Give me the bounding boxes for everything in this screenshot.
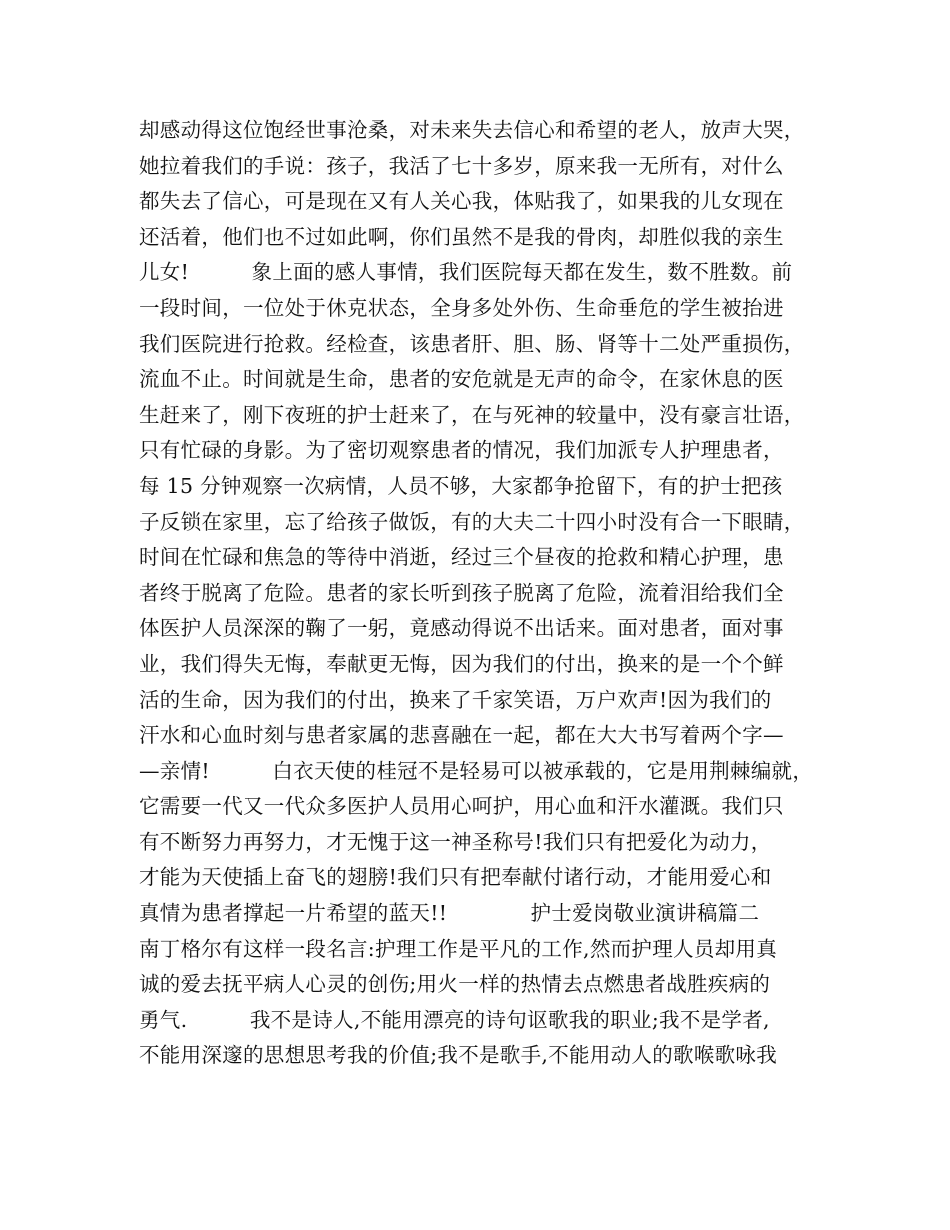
text-line: 业，我们得失无悔，奉献更无悔，因为我们的付出，换来的是一个个鲜 xyxy=(139,651,784,676)
text-line: 我们医院进行抢救。经检查，该患者肝、胆、肠、肾等十二处严重损伤， xyxy=(139,331,805,356)
text-line: 南丁格尔有这样一段名言:护理工作是平凡的工作,然而护理人员却用真 xyxy=(139,936,778,961)
text-line: 生赶来了，刚下夜班的护士赶来了，在与死神的较量中，没有豪言壮语， xyxy=(139,402,805,427)
text-line: 却感动得这位饱经世事沧桑，对未来失去信心和希望的老人，放声大哭， xyxy=(139,118,805,142)
text-line: 勇气. 我不是诗人,不能用漂亮的诗句讴歌我的职业;我不是学者, xyxy=(139,1007,770,1032)
text-line: 每 15 分钟观察一次病情，人员不够，大家都争抢留下，有的护士把孩 xyxy=(139,473,783,498)
text-line: 汗水和心血时刻与患者家属的悲喜融在一起，都在大大书写着两个字— xyxy=(139,723,784,748)
text-line: 流血不止。时间就是生命，患者的安危就是无声的命令，在家休息的医 xyxy=(139,367,784,392)
text-line: 只有忙碌的身影。为了密切观察患者的情况，我们加派专人护理患者， xyxy=(139,438,784,463)
text-line: 一段时间，一位处于休克状态，全身多处外伤、生命垂危的学生被抬进 xyxy=(139,295,784,320)
text-line: 不能用深邃的思想思考我的价值;我不是歌手,不能用动人的歌喉歌咏我 xyxy=(139,1043,778,1068)
text-line: 子反锁在家里，忘了给孩子做饭，有的大夫二十四小时没有合一下眼睛， xyxy=(139,509,805,534)
text-line: 者终于脱离了危险。患者的家长听到孩子脱离了危险，流着泪给我们全 xyxy=(139,580,784,605)
text-line: 才能为天使插上奋飞的翅膀!我们只有把奉献付诸行动，才能用爱心和 xyxy=(139,865,772,890)
body-text xyxy=(139,113,829,1074)
text-line: 它需要一代又一代众多医护人员用心呵护，用心血和汗水灌溉。我们只 xyxy=(139,794,784,819)
text-line: —亲情! 白衣天使的桂冠不是轻易可以被承载的，它是用荆棘编就， xyxy=(139,758,814,783)
text-line: 体医护人员深深的鞠了一躬，竟感动得说不出话来。面对患者，面对事 xyxy=(139,616,784,641)
text-line: 都失去了信心，可是现在又有人关心我，体贴我了，如果我的儿女现在 xyxy=(139,189,784,214)
text-line: 真情为患者撑起一片希望的蓝天!! 护士爱岗敬业演讲稿篇二 xyxy=(139,901,760,926)
text-line: 活的生命，因为我们的付出，换来了千家笑语，万户欢声!因为我们的 xyxy=(139,687,772,712)
text-line: 时间在忙碌和焦急的等待中消逝，经过三个昼夜的抢救和精心护理，患 xyxy=(139,545,784,570)
text-line: 还活着，他们也不过如此啊，你们虽然不是我的骨肉，却胜似我的亲生 xyxy=(139,224,784,249)
text-line: 儿女! 象上面的感人事情，我们医院每天都在发生，数不胜数。前 xyxy=(139,260,793,285)
text-line: 有不断努力再努力，才无愧于这一神圣称号!我们只有把爱化为动力， xyxy=(139,829,772,854)
text-line: 诚的爱去抚平病人心灵的创伤;用火一样的热情去点燃患者战胜疾病的 xyxy=(139,972,771,997)
text-line: 她拉着我们的手说：孩子，我活了七十多岁，原来我一无所有，对什么 xyxy=(139,153,784,178)
